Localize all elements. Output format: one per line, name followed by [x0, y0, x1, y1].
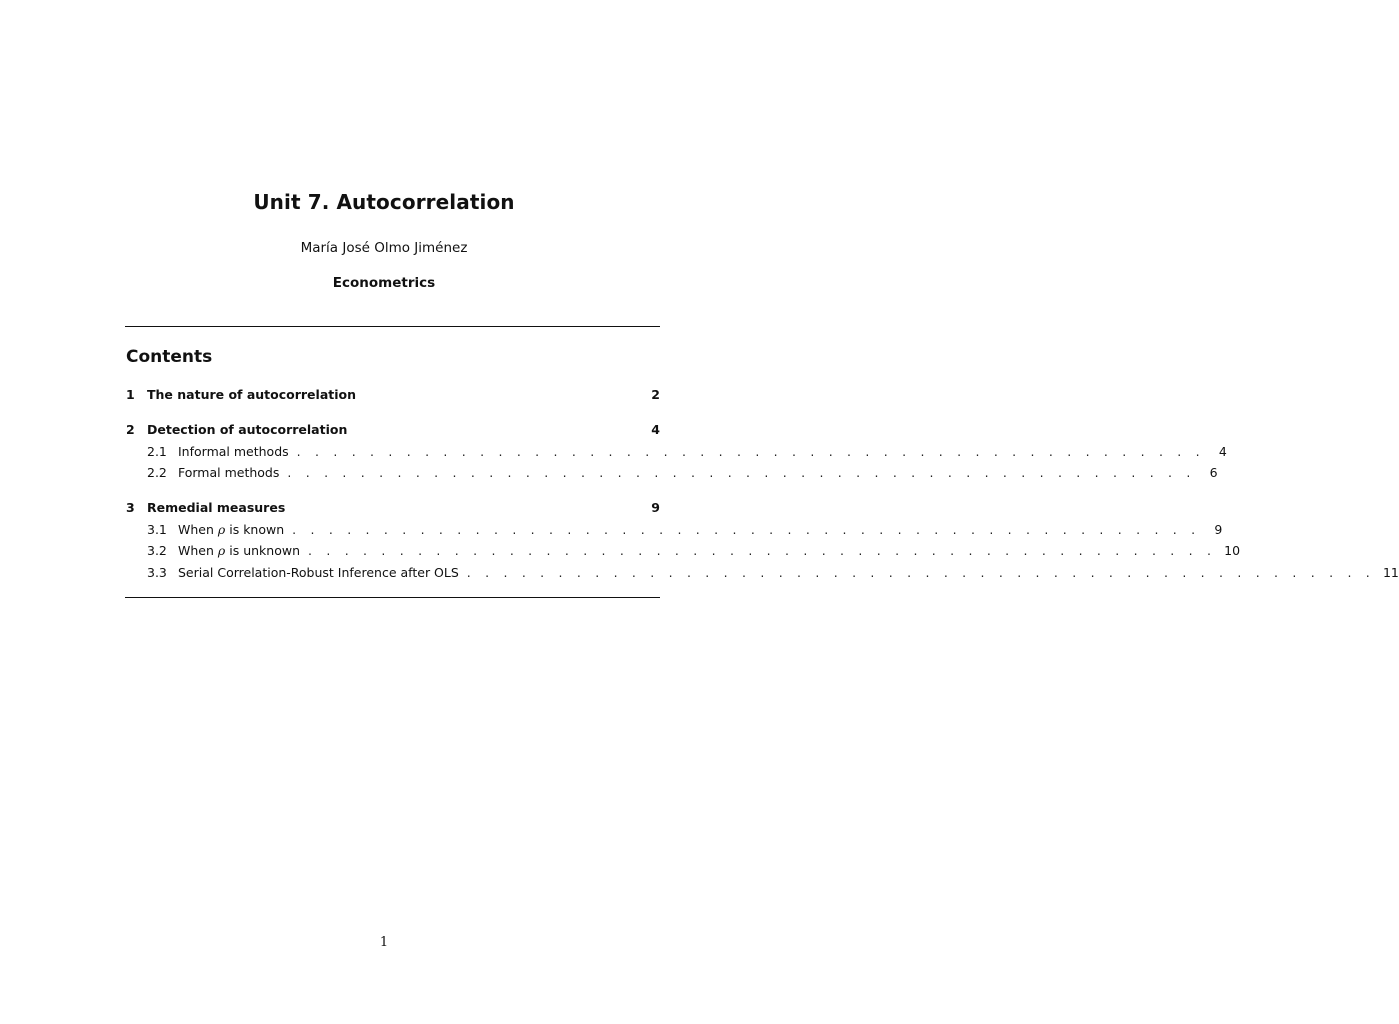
toc-number: 3 [126, 500, 135, 515]
toc-title-after: is unknown [229, 543, 300, 558]
bottom-rule [125, 597, 660, 598]
toc-page-number: 11 [1382, 565, 1399, 580]
toc-page-number: 4 [1218, 444, 1227, 459]
toc-number: 2.1 [147, 444, 167, 459]
toc-page-number: 9 [1214, 522, 1223, 537]
toc-entry-2-2[interactable] [126, 464, 1218, 482]
toc-title: Remedial measures [147, 500, 286, 515]
toc-title-before: When [178, 522, 214, 537]
toc-leader-dots: . . . . . . . . . . . . . . . . . . . . . . . . . . . . . . . . . . . . . . . . . . . . . . . . . . [287, 465, 1196, 480]
toc-page-number: 10 [1224, 543, 1241, 558]
toc-title: Informal methods [178, 444, 289, 459]
toc-page-number: 2 [651, 387, 660, 402]
toc-number: 3.1 [147, 522, 167, 537]
toc-page-number: 4 [651, 422, 660, 437]
toc-number: 1 [126, 387, 135, 402]
toc-leader-dots: . . . . . . . . . . . . . . . . . . . . . . . . . . . . . . . . . . . . . . . . . . . . . . . . . . [296, 444, 1205, 459]
toc-entry-3-3[interactable] [126, 564, 1399, 582]
toc-title: Formal methods [178, 465, 280, 480]
toc-title: The nature of autocorrelation [147, 387, 357, 402]
top-rule [125, 326, 660, 327]
rho-symbol: ρ [217, 543, 226, 558]
toc-leader-dots: . . . . . . . . . . . . . . . . . . . . . . . . . . . . . . . . . . . . . . . . . . . . . . . . . . [308, 543, 1217, 558]
toc-entry-2[interactable] [126, 421, 660, 439]
rho-symbol: ρ [217, 522, 226, 537]
toc-entry-2-1[interactable] [126, 443, 1227, 461]
toc-title-before: When [178, 543, 214, 558]
toc-title: Detection of autocorrelation [147, 422, 348, 437]
contents-heading: Contents [126, 347, 213, 367]
toc-number: 3.3 [147, 565, 167, 580]
toc-leader-dots: . . . . . . . . . . . . . . . . . . . . . . . . . . . . . . . . . . . . . . . . . . . . . . . . . . [466, 565, 1375, 580]
toc-title-after: is known [229, 522, 285, 537]
toc-entry-3-1[interactable] [126, 521, 1223, 539]
toc-number: 2.2 [147, 465, 167, 480]
toc-page-number: 6 [1209, 465, 1218, 480]
toc-page-number: 9 [651, 500, 660, 515]
toc-title: Serial Correlation-Robust Inference after OLS [178, 565, 459, 580]
toc-number: 2 [126, 422, 135, 437]
author-name: María José Olmo Jiménez [300, 240, 468, 256]
course-name: Econometrics [332, 275, 436, 291]
toc-entry-1[interactable] [126, 386, 660, 404]
toc-title [178, 542, 300, 560]
toc-entry-3[interactable] [126, 499, 660, 517]
toc-title [178, 521, 284, 539]
toc-leader-dots: . . . . . . . . . . . . . . . . . . . . . . . . . . . . . . . . . . . . . . . . . . . . . . . . . . [292, 522, 1201, 537]
toc-number: 3.2 [147, 543, 167, 558]
page-number: 1 [379, 935, 389, 950]
document-title: Unit 7. Autocorrelation [253, 190, 515, 214]
toc-entry-3-2[interactable] [126, 542, 1241, 560]
